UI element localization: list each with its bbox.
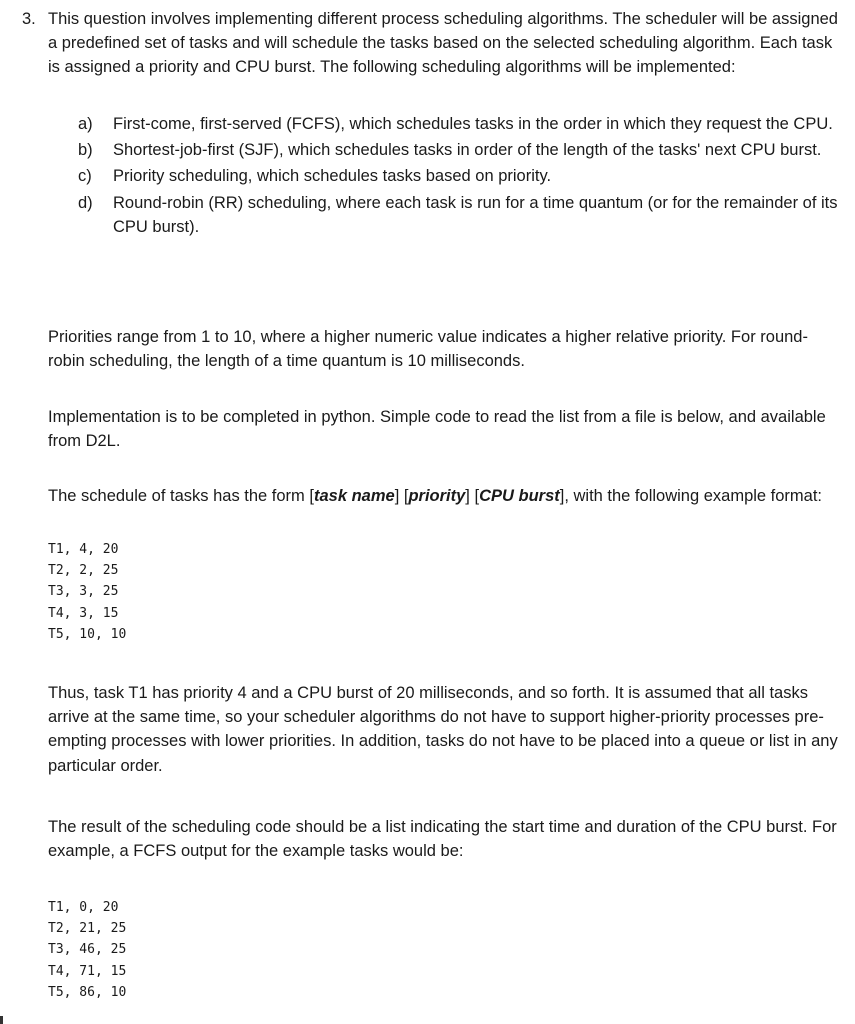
format-prefix: The schedule of tasks has the form [ [48,487,314,505]
code-line: T1, 4, 20 [48,542,119,557]
algorithm-list [78,112,838,241]
question-number: 3. [22,10,36,28]
list-marker: c) [78,167,92,186]
format-sep: ] [ [394,487,409,505]
code-line: T5, 86, 10 [48,984,127,1000]
priorities-paragraph: Priorities range from 1 to 10, where a higher numeric value indicates a higher relative priority. For round-robin scheduling, the length of a time quantum is 10 milliseconds. [48,328,808,371]
list-item-text: Shortest-job-first (SJF), which schedules tasks in order of the length of the tasks' next CPU burst. [113,141,822,160]
result-paragraph: The result of the scheduling code should be a list indicating the start time and duration of the CPU burst. For example, a FCFS output for the example tasks would be: [48,818,837,861]
code-line: T3, 46, 25 [48,942,127,958]
format-sep: ] [ [465,487,480,505]
fcfs-output-code [48,897,126,1003]
list-marker: d) [78,193,93,212]
list-item-text: First-come, first-served (FCFS), which schedules tasks in the order in which they request the CPU. [113,115,833,133]
list-marker: b) [78,141,93,160]
list-item [78,138,838,162]
list-item [78,164,838,188]
list-item [78,191,838,239]
code-line: T4, 3, 15 [48,605,119,621]
list-item-text: Priority scheduling, which schedules tasks based on priority. [113,167,552,186]
list-item-text: Round-robin (RR) scheduling, where each task is run for a time quantum (or for the remainder of its CPU burst). [113,193,838,236]
code-line: T1, 0, 20 [48,900,119,915]
code-line: T2, 21, 25 [48,921,127,937]
code-line: T2, 2, 25 [48,563,119,579]
format-paragraph [48,484,838,508]
code-line: T4, 71, 15 [48,963,127,979]
thus-paragraph: Thus, task T1 has priority 4 and a CPU burst of 20 milliseconds, and so forth. It is assumed that all tasks arrive at the same time, so your scheduler algorithms do not have to support higher-priority processes pre-empting processes with lower priorities. In addition, tasks do not have to be placed into a queue or list in any particular order. [48,684,838,775]
field-priority: priority [408,487,466,505]
code-line: T3, 3, 25 [48,584,119,600]
field-task-name: task name [313,487,395,505]
implementation-paragraph: Implementation is to be completed in python. Simple code to read the list from a file is below, and available from D2L. [48,408,826,451]
code-line: T5, 10, 10 [48,626,127,642]
list-marker: a) [78,115,93,133]
list-item [78,112,838,136]
format-suffix: ], with the following example format: [559,487,823,505]
question-intro: This question involves implementing different process scheduling algorithms. The scheduler will be assigned a predefined set of tasks and will schedule the tasks based on the selected scheduling algorithm. Each task is assigned a priority and CPU burst. The following scheduling algorithms will be implemented: [48,10,838,77]
field-cpu-burst: CPU burst [479,487,560,505]
example-tasks-code [48,539,126,645]
edge-mark [0,1016,3,1024]
